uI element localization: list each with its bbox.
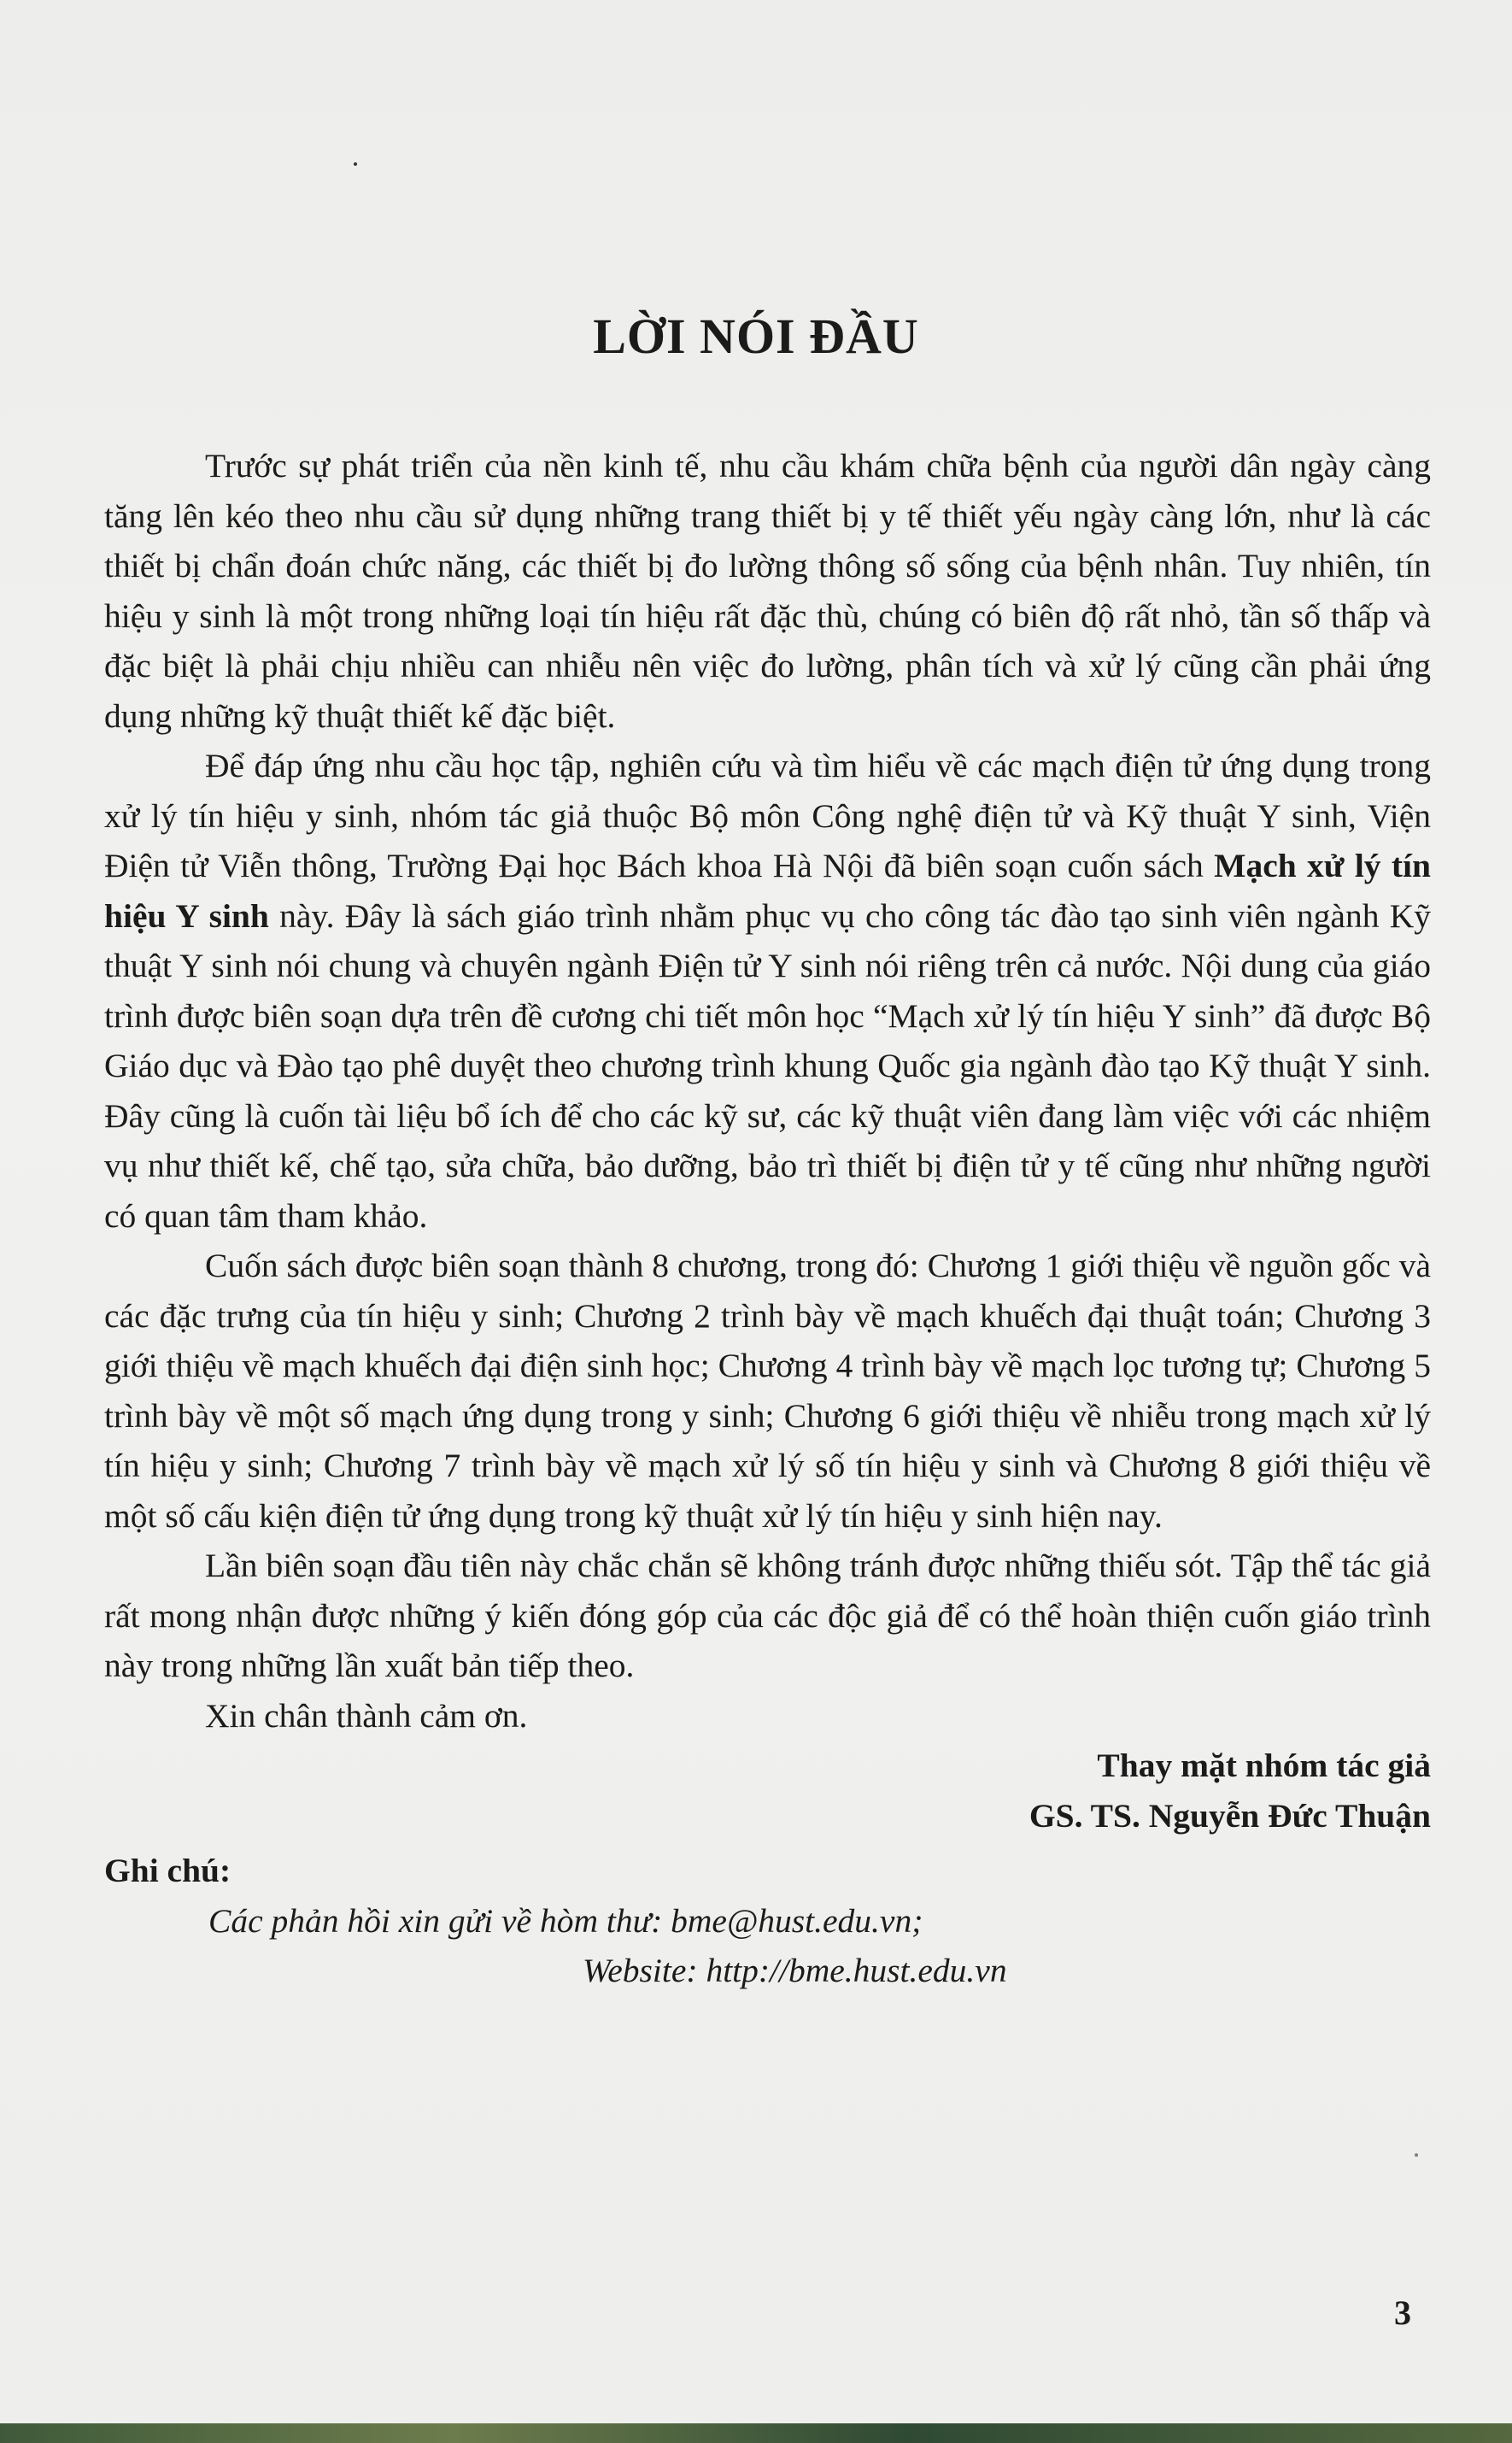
speck	[354, 162, 357, 166]
signature-role: Thay mặt nhóm tác giả	[1097, 1747, 1431, 1784]
paragraph-3: Cuốn sách được biên soạn thành 8 chương, trong đó: Chương 1 giới thiệu về nguồn gốc và các đặc trưng của tín hiệu y sinh; Chương 2 trình bày về mạch khuếch đại thuật toán; Chương 3 giới thiệu về mạch khuếch đại điện sinh học; Chương 4 trình bày về mạch lọc tương tự; Chương 5 trình bày về một số mạch ứng dụng trong y sinh; Chương 6 giới thiệu về nhiễu trong mạch xử lý tín hiệu y sinh; Chương 7 trình bày về mạch xử lý số tín hiệu y sinh và Chương 8 giới thiệu về một số cấu kiện điện tử ứng dụng trong kỹ thuật xử lý tín hiệu y sinh hiện nay.	[104, 1247, 1431, 1535]
book-title-bold: Mạch xử lý tín hiệu Y sinh	[104, 847, 1431, 935]
note-website: Website: http://bme.hust.edu.vn	[583, 1952, 1007, 1989]
note-title: Ghi chú:	[104, 1852, 231, 1889]
note-email: Các phản hồi xin gửi về hòm thư: bme@hust.edu.vn;	[208, 1901, 923, 1940]
paragraph-2-text-end: này. Đây là sách giáo trình nhằm phục vụ cho công tác đào tạo sinh viên ngành Kỹ thuật Y sinh nói chung và chuyên ngành Điện tử Y sinh nói riêng trên cả nước. Nội dung của giáo trình được biên soạn dựa trên đề cương chi tiết môn học “Mạch xử lý tín hiệu Y sinh” đã được Bộ Giáo dục và Đào tạo phê duyệt theo chương trình khung Quốc gia ngành đào tạo Kỹ thuật Y sinh. Đây cũng là cuốn tài liệu bổ ích để cho các kỹ sư, các kỹ thuật viên đang làm việc với các nhiệm vụ như thiết kế, chế tạo, sửa chữa, bảo dưỡng, bảo trì thiết bị điện tử y tế cũng như những người có quan tâm tham khảo.	[104, 896, 1431, 1235]
page-number: 3	[1394, 2293, 1411, 2332]
paragraph-2	[104, 741, 1431, 1241]
paragraph-4: Lần biên soạn đầu tiên này chắc chắn sẽ không tránh được những thiếu sót. Tập thể tác giả rất mong nhận được những ý kiến đóng góp của các độc giả để có thể hoàn thiện cuốn giáo trình này trong những lần xuất bản tiếp theo.	[104, 1547, 1431, 1684]
thanks-line: Xin chân thành cảm ơn.	[205, 1696, 528, 1735]
paragraph-2-text-start: Để đáp ứng nhu cầu học tập, nghiên cứu và tìm hiểu về các mạch điện tử ứng dụng trong xử lý tín hiệu y sinh, nhóm tác giả thuộc Bộ môn Công nghệ điện tử và Kỹ thuật Y sinh, Viện Điện tử Viễn thông, Trường Đại học Bách khoa Hà Nội đã biên soạn cuốn sách	[104, 747, 1431, 884]
show-through-background	[94, 222, 1427, 223]
signature-name: GS. TS. Nguyễn Đức Thuận	[1029, 1796, 1431, 1835]
paragraph-1: Trước sự phát triển của nền kinh tế, nhu cầu khám chữa bệnh của người dân ngày càng tăng lên kéo theo nhu cầu sử dụng những trang thiết bị y tế thiết yếu ngày càng lớn, như là các thiết bị chẩn đoán chức năng, các thiết bị đo lường thông số sống của bệnh nhân. Tuy nhiên, tín hiệu y sinh là một trong những loại tín hiệu rất đặc thù, chúng có biên độ rất nhỏ, tần số thấp và đặc biệt là phải chịu nhiều can nhiễu nên việc đo lường, phân tích và xử lý cũng cần phải ứng dụng những kỹ thuật thiết kế đặc biệt.	[104, 447, 1431, 735]
speck	[1415, 2153, 1418, 2157]
preface-body	[104, 441, 1431, 1996]
cover-edge-strip	[0, 2423, 1512, 2443]
page-title: LỜI NÓI ĐẦU	[593, 308, 919, 364]
